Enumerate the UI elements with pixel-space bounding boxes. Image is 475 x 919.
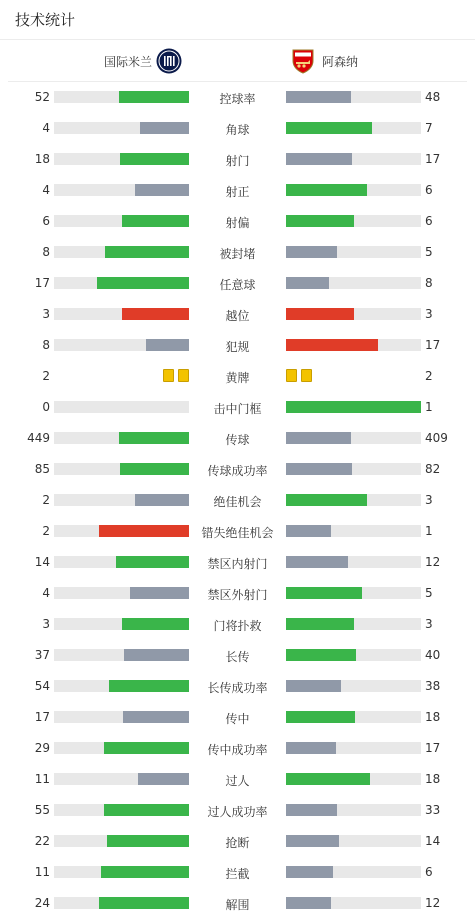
home-yellow-cards: [163, 369, 189, 382]
home-stat-bar: [54, 277, 189, 289]
away-stat-value: 6: [425, 865, 433, 879]
stat-label: 过人: [225, 774, 250, 788]
home-stat-value: 17: [34, 710, 50, 724]
stats-list: [0, 82, 475, 919]
stat-row: [0, 795, 475, 826]
away-stat-bar-fill: [286, 184, 367, 196]
arsenal-crest-icon: [291, 48, 317, 74]
home-stat-bar: [54, 711, 189, 723]
away-yellow-cards: [286, 369, 312, 382]
away-stat-bar-fill: [286, 525, 331, 537]
home-stat-bar: [54, 184, 189, 196]
yellow-card-icon: [163, 369, 174, 382]
home-stat-bar: [54, 91, 189, 103]
home-stat-bar: [54, 494, 189, 506]
home-stat-bar-fill: [120, 153, 189, 165]
stat-label: 黄牌: [225, 371, 250, 385]
stat-label: 长传: [225, 650, 250, 664]
home-stat-value: 17: [34, 276, 50, 290]
away-stat-bar-fill: [286, 804, 337, 816]
away-stat-value: 17: [425, 152, 441, 166]
home-stat-value: 11: [34, 865, 50, 879]
stat-label: 传球: [225, 433, 250, 447]
away-stat-value: 5: [425, 245, 433, 259]
home-stat-bar: [54, 339, 189, 351]
home-stat-value: 449: [27, 431, 50, 445]
away-stat-bar-fill: [286, 897, 331, 909]
home-stat-value: 8: [42, 245, 50, 259]
away-stat-bar: [286, 277, 421, 289]
stat-label: 射正: [225, 185, 250, 199]
home-stat-bar: [54, 587, 189, 599]
home-stat-bar-fill: [99, 897, 189, 909]
stat-label: 射偏: [225, 216, 250, 230]
home-stat-value: 0: [42, 400, 50, 414]
inter-milan-crest-icon: [156, 48, 182, 74]
home-stat-bar: [54, 153, 189, 165]
home-stat-bar-fill: [119, 432, 189, 444]
away-stat-bar: [286, 432, 421, 444]
stat-row: [0, 175, 475, 206]
stat-row: [0, 361, 475, 392]
stat-row: [0, 330, 475, 361]
away-stat-value: 8: [425, 276, 433, 290]
home-stat-value: 11: [34, 772, 50, 786]
stat-row: [0, 268, 475, 299]
home-stat-bar-fill: [99, 525, 189, 537]
stat-row: [0, 733, 475, 764]
away-stat-value: 2: [425, 369, 433, 383]
away-stat-bar: [286, 246, 421, 258]
away-stat-bar-fill: [286, 618, 354, 630]
teams-header: [8, 40, 467, 82]
away-stat-value: 6: [425, 214, 433, 228]
away-stat-value: 18: [425, 710, 441, 724]
home-stat-bar: [54, 804, 189, 816]
stat-row: [0, 702, 475, 733]
away-stat-value: 1: [425, 524, 433, 538]
stat-row: [0, 671, 475, 702]
away-stat-bar: [286, 804, 421, 816]
stat-label: 禁区内射门: [207, 557, 268, 571]
home-stat-bar-fill: [122, 618, 190, 630]
home-stat-bar: [54, 525, 189, 537]
home-stat-value: 29: [34, 741, 50, 755]
stat-row: [0, 144, 475, 175]
away-stat-bar-fill: [286, 866, 333, 878]
away-stat-value: 14: [425, 834, 441, 848]
stat-row: [0, 516, 475, 547]
stat-label: 错失绝佳机会: [201, 526, 274, 540]
yellow-card-icon: [178, 369, 189, 382]
home-stat-value: 14: [34, 555, 50, 569]
stat-row: [0, 640, 475, 671]
yellow-card-icon: [286, 369, 297, 382]
away-stat-value: 5: [425, 586, 433, 600]
stat-row: [0, 888, 475, 919]
home-stat-value: 54: [34, 679, 50, 693]
stat-row: [0, 423, 475, 454]
home-stat-bar: [54, 773, 189, 785]
stat-row: [0, 82, 475, 113]
away-stat-value: 3: [425, 493, 433, 507]
away-stat-bar: [286, 122, 421, 134]
away-stat-bar-fill: [286, 680, 341, 692]
away-stat-value: 38: [425, 679, 441, 693]
away-stat-value: 409: [425, 431, 448, 445]
stat-row: [0, 826, 475, 857]
away-stat-bar: [286, 463, 421, 475]
away-stat-bar-fill: [286, 835, 339, 847]
away-stat-value: 17: [425, 741, 441, 755]
home-team-name: 国际米兰: [103, 54, 152, 69]
stat-label: 越位: [225, 309, 250, 323]
stat-row: [0, 206, 475, 237]
stat-label: 任意球: [219, 278, 256, 292]
away-stat-bar: [286, 494, 421, 506]
stat-row: [0, 392, 475, 423]
away-stat-bar-fill: [286, 339, 378, 351]
home-stat-bar: [54, 866, 189, 878]
page-title: 技术统计: [0, 0, 475, 40]
away-stat-bar: [286, 308, 421, 320]
away-stat-value: 18: [425, 772, 441, 786]
home-stat-bar: [54, 649, 189, 661]
home-stat-bar-fill: [122, 215, 190, 227]
stat-label: 传中成功率: [207, 743, 268, 757]
home-stat-bar: [54, 618, 189, 630]
away-stat-bar: [286, 618, 421, 630]
stat-row: [0, 454, 475, 485]
home-stat-bar-fill: [146, 339, 189, 351]
stat-label: 传中: [225, 712, 250, 726]
stat-row: [0, 857, 475, 888]
away-stat-bar-fill: [286, 556, 348, 568]
away-stat-bar-fill: [286, 649, 356, 661]
home-stat-bar-fill: [97, 277, 189, 289]
stat-label: 角球: [225, 123, 250, 137]
away-stat-bar: [286, 525, 421, 537]
home-stat-value: 4: [42, 586, 50, 600]
home-stat-bar-fill: [116, 556, 189, 568]
away-stat-bar: [286, 556, 421, 568]
away-stat-bar: [286, 773, 421, 785]
home-stat-bar: [54, 680, 189, 692]
home-stat-bar-fill: [122, 308, 190, 320]
stat-row: [0, 113, 475, 144]
home-stat-bar-fill: [109, 680, 189, 692]
yellow-card-icon: [301, 369, 312, 382]
stat-label: 拦截: [225, 867, 250, 881]
away-stat-bar-fill: [286, 463, 352, 475]
away-stat-value: 3: [425, 307, 433, 321]
home-stat-bar: [54, 742, 189, 754]
stat-row: [0, 547, 475, 578]
home-stat-bar-fill: [101, 866, 189, 878]
home-stat-value: 6: [42, 214, 50, 228]
away-stat-value: 1: [425, 400, 433, 414]
away-stat-bar-fill: [286, 401, 421, 413]
away-team[interactable]: [291, 48, 358, 74]
away-stat-bar-fill: [286, 711, 355, 723]
home-stat-value: 18: [34, 152, 50, 166]
away-team-name: 阿森纳: [322, 54, 359, 69]
away-stat-bar-fill: [286, 246, 337, 258]
away-stat-bar-fill: [286, 494, 367, 506]
home-stat-value: 4: [42, 183, 50, 197]
away-stat-bar: [286, 835, 421, 847]
away-stat-bar: [286, 587, 421, 599]
home-stat-bar: [54, 122, 189, 134]
away-stat-bar: [286, 184, 421, 196]
away-stat-bar-fill: [286, 153, 352, 165]
away-stat-bar-fill: [286, 742, 336, 754]
home-stat-bar-fill: [105, 246, 189, 258]
home-stat-bar-fill: [120, 463, 189, 475]
away-stat-bar-fill: [286, 308, 354, 320]
away-stat-bar: [286, 401, 421, 413]
home-stat-value: 37: [34, 648, 50, 662]
away-stat-value: 12: [425, 555, 441, 569]
stat-label: 绝佳机会: [213, 495, 262, 509]
stat-label: 长传成功率: [207, 681, 268, 695]
away-stat-value: 40: [425, 648, 441, 662]
home-stat-value: 8: [42, 338, 50, 352]
stat-label: 抢断: [225, 836, 250, 850]
home-stat-bar-fill: [119, 91, 189, 103]
away-stat-bar: [286, 339, 421, 351]
stat-label: 过人成功率: [207, 805, 268, 819]
home-stat-bar: [54, 308, 189, 320]
away-stat-bar: [286, 91, 421, 103]
stat-label: 传球成功率: [207, 464, 268, 478]
away-stat-value: 6: [425, 183, 433, 197]
away-stat-value: 82: [425, 462, 441, 476]
stat-row: [0, 485, 475, 516]
away-stat-bar: [286, 897, 421, 909]
stat-label: 被封堵: [219, 247, 256, 261]
home-stat-bar: [54, 432, 189, 444]
stat-label: 击中门框: [213, 402, 262, 416]
away-stat-value: 12: [425, 896, 441, 910]
away-stat-bar-fill: [286, 277, 329, 289]
stat-label: 解围: [225, 898, 250, 912]
away-stat-bar-fill: [286, 91, 351, 103]
stat-row: [0, 299, 475, 330]
home-stat-bar-fill: [140, 122, 189, 134]
stat-label: 禁区外射门: [207, 588, 268, 602]
stat-row: [0, 237, 475, 268]
home-stat-bar-fill: [123, 711, 189, 723]
home-team[interactable]: [104, 48, 182, 74]
away-stat-bar: [286, 742, 421, 754]
home-stat-value: 52: [34, 90, 50, 104]
away-stat-value: 33: [425, 803, 441, 817]
away-stat-bar: [286, 711, 421, 723]
home-stat-value: 55: [34, 803, 50, 817]
stat-row: [0, 764, 475, 795]
home-stat-bar: [54, 556, 189, 568]
away-stat-bar-fill: [286, 215, 354, 227]
home-stat-value: 2: [42, 524, 50, 538]
home-stat-bar-fill: [130, 587, 189, 599]
away-stat-bar-fill: [286, 432, 351, 444]
stat-label: 射门: [225, 154, 250, 168]
home-stat-value: 2: [42, 369, 50, 383]
home-stat-bar-fill: [135, 184, 189, 196]
home-stat-value: 22: [34, 834, 50, 848]
home-stat-bar: [54, 215, 189, 227]
stat-row: [0, 578, 475, 609]
home-stat-bar-fill: [138, 773, 189, 785]
home-stat-value: 4: [42, 121, 50, 135]
away-stat-value: 17: [425, 338, 441, 352]
stat-label: 门将扑救: [213, 619, 262, 633]
away-stat-bar: [286, 866, 421, 878]
home-stat-bar: [54, 401, 189, 413]
away-stat-bar-fill: [286, 773, 370, 785]
away-stat-bar: [286, 215, 421, 227]
home-stat-value: 85: [34, 462, 50, 476]
home-stat-bar: [54, 835, 189, 847]
away-stat-bar-fill: [286, 587, 362, 599]
home-stat-bar: [54, 246, 189, 258]
home-stat-value: 2: [42, 493, 50, 507]
home-stat-bar-fill: [104, 804, 189, 816]
home-stat-value: 3: [42, 307, 50, 321]
stat-row: [0, 609, 475, 640]
away-stat-value: 7: [425, 121, 433, 135]
away-stat-bar: [286, 153, 421, 165]
away-stat-bar: [286, 680, 421, 692]
home-stat-value: 3: [42, 617, 50, 631]
away-stat-bar-fill: [286, 122, 372, 134]
away-stat-bar: [286, 649, 421, 661]
home-stat-bar-fill: [124, 649, 189, 661]
home-stat-bar-fill: [104, 742, 189, 754]
away-stat-value: 48: [425, 90, 441, 104]
stat-label: 犯规: [225, 340, 250, 354]
home-stat-bar-fill: [107, 835, 189, 847]
home-stat-bar-fill: [135, 494, 189, 506]
home-stat-value: 24: [34, 896, 50, 910]
home-stat-bar: [54, 897, 189, 909]
home-stat-bar: [54, 463, 189, 475]
away-stat-value: 3: [425, 617, 433, 631]
stat-label: 控球率: [219, 92, 256, 106]
